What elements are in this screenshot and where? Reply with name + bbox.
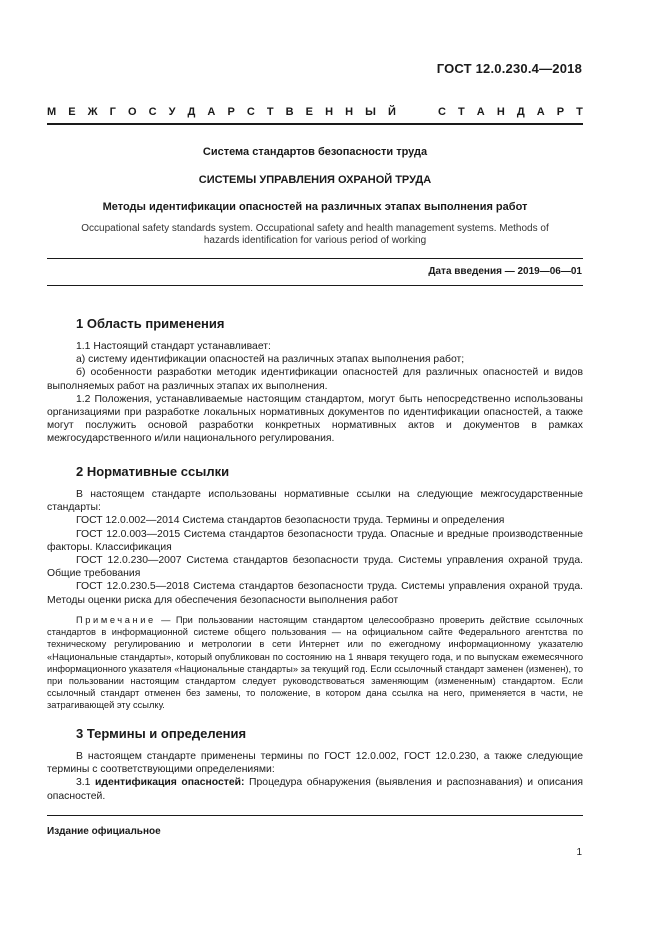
- banner-letter: Е: [68, 106, 76, 118]
- paragraph: б) особенности разработки методик идентификации опасностей для различных опасностей и видов выполняемых работ на различных этапах их выполнения.: [47, 367, 583, 392]
- page-number: 1: [576, 847, 582, 858]
- date-rule: [47, 285, 583, 286]
- banner-letter: О: [127, 106, 137, 118]
- paragraph: В настоящем стандарте использованы нормативные ссылки на следующие межгосударственные стандарты:: [47, 489, 583, 514]
- banner-letter: А: [476, 106, 485, 118]
- note-block: [47, 614, 583, 712]
- section-3-body: [47, 750, 583, 803]
- paragraph: В настоящем стандарте применены термины по ГОСТ 12.0.002, ГОСТ 12.0.230, а также следующие термины с соответствующими определениями:: [47, 751, 583, 776]
- interstate-standard-banner: [47, 106, 583, 118]
- english-title: Occupational safety standards system. Occupational safety and health management systems. Methods of hazards identification for various period of working: [81, 223, 549, 246]
- banner-letter: А: [536, 106, 545, 118]
- banner-letter: Д: [516, 106, 525, 118]
- banner-letter: Й: [387, 106, 396, 118]
- reference-item: ГОСТ 12.0.003—2015 Система стандартов безопасности труда. Опасные и вредные производственные факторы. Классификация: [47, 528, 583, 553]
- banner-letter: В: [285, 106, 294, 118]
- banner-letter: С: [246, 106, 255, 118]
- introduction-date: Дата введения — 2019—06—01: [428, 266, 582, 277]
- banner-letter: Т: [576, 106, 583, 118]
- banner-letter: Р: [227, 106, 235, 118]
- note-text: — При пользовании настоящим стандартом целесообразно проверить действие ссылочных стандартов в информационной системе общего пользования — на официальном сайте Федерального агентства по техническому регулированию и метрологии в сети Интернет или по ежегодному информационному указателю «Национальные стандарты», который опубликован по состоянию на 1 января текущего года, и по выпускам ежемесячного информационного указателя «Национальные стандарты» за текущий год. Если ссылочный стандарт заменен (изменен), то при пользовании настоящим стандартом следует руководствоваться заменяющим (измененным) стандартом. Если ссылочный стандарт отменен без замены, то положение, в котором дана ссылка на него, применяется в части, не затрагивающей эту ссылку.: [47, 615, 583, 711]
- main-title: СИСТЕМЫ УПРАВЛЕНИЯ ОХРАНОЙ ТРУДА: [198, 174, 432, 186]
- official-edition: Издание официальное: [47, 826, 161, 837]
- banner-letter: Д: [187, 106, 196, 118]
- banner-letter: М: [47, 106, 57, 118]
- paragraph: а) систему идентификации опасностей на различных этапах выполнения работ;: [76, 354, 465, 366]
- section-3-heading: 3 Термины и определения: [76, 726, 247, 741]
- term-name: идентификация опасностей:: [95, 777, 245, 789]
- footer-rule: [47, 815, 583, 816]
- banner-letter: Н: [345, 106, 354, 118]
- note-label: Примечание: [76, 615, 156, 625]
- section-1-heading: 1 Область применения: [76, 316, 225, 331]
- system-title: Система стандартов безопасности труда: [202, 146, 428, 158]
- banner-letter: Ы: [365, 106, 376, 118]
- banner-letter: С: [437, 106, 446, 118]
- banner-letter: А: [207, 106, 216, 118]
- banner-letter: С: [148, 106, 157, 118]
- banner-letter: Р: [556, 106, 565, 118]
- banner-letter: Т: [266, 106, 274, 118]
- paragraph: 1.2 Положения, устанавливаемые настоящим стандартом, могут быть непосредственно использованы организациями при разработке локальных нормативных документов по идентификации опасностей, а также могут послужить основой разработки конкретных нормативных актов и документов в рамках межгосударственного и/или национального регулирования.: [47, 393, 583, 445]
- document-code: ГОСТ 12.0.230.4—2018: [436, 61, 582, 76]
- term-text: Процедура обнаружения (выявления и распознавания) и описания опасностей.: [47, 777, 583, 802]
- banner-letter: Т: [458, 106, 465, 118]
- banner-letter: Г: [109, 106, 116, 118]
- paragraph: 1.1 Настоящий стандарт устанавливает:: [76, 341, 271, 352]
- banner-letter: Н: [496, 106, 505, 118]
- term-definition: [47, 776, 583, 802]
- section-2-body: [47, 488, 583, 607]
- section-2-heading: 2 Нормативные ссылки: [76, 464, 230, 479]
- title-rule: [47, 258, 583, 259]
- banner-letter: У: [168, 106, 176, 118]
- banner-letter: Ж: [87, 106, 98, 118]
- reference-item: ГОСТ 12.0.230—2007 Система стандартов безопасности труда. Системы управления охраной труда. Общие требования: [47, 555, 583, 580]
- reference-item: ГОСТ 12.0.002—2014 Система стандартов безопасности труда. Термины и определения: [76, 515, 505, 527]
- section-1-body: [47, 340, 583, 446]
- sub-title: Методы идентификации опасностей на различных этапах выполнения работ: [102, 201, 528, 213]
- banner-gap: [408, 106, 426, 118]
- header-rule: [47, 123, 583, 125]
- term-number: 3.1: [76, 777, 95, 789]
- banner-letter: Е: [305, 106, 314, 118]
- reference-item: ГОСТ 12.0.230.5—2018 Система стандартов безопасности труда. Системы управления охраной труда. Методы оценки риска для обеспечения безопасности выполнения работ: [47, 581, 583, 606]
- banner-letter: Н: [325, 106, 334, 118]
